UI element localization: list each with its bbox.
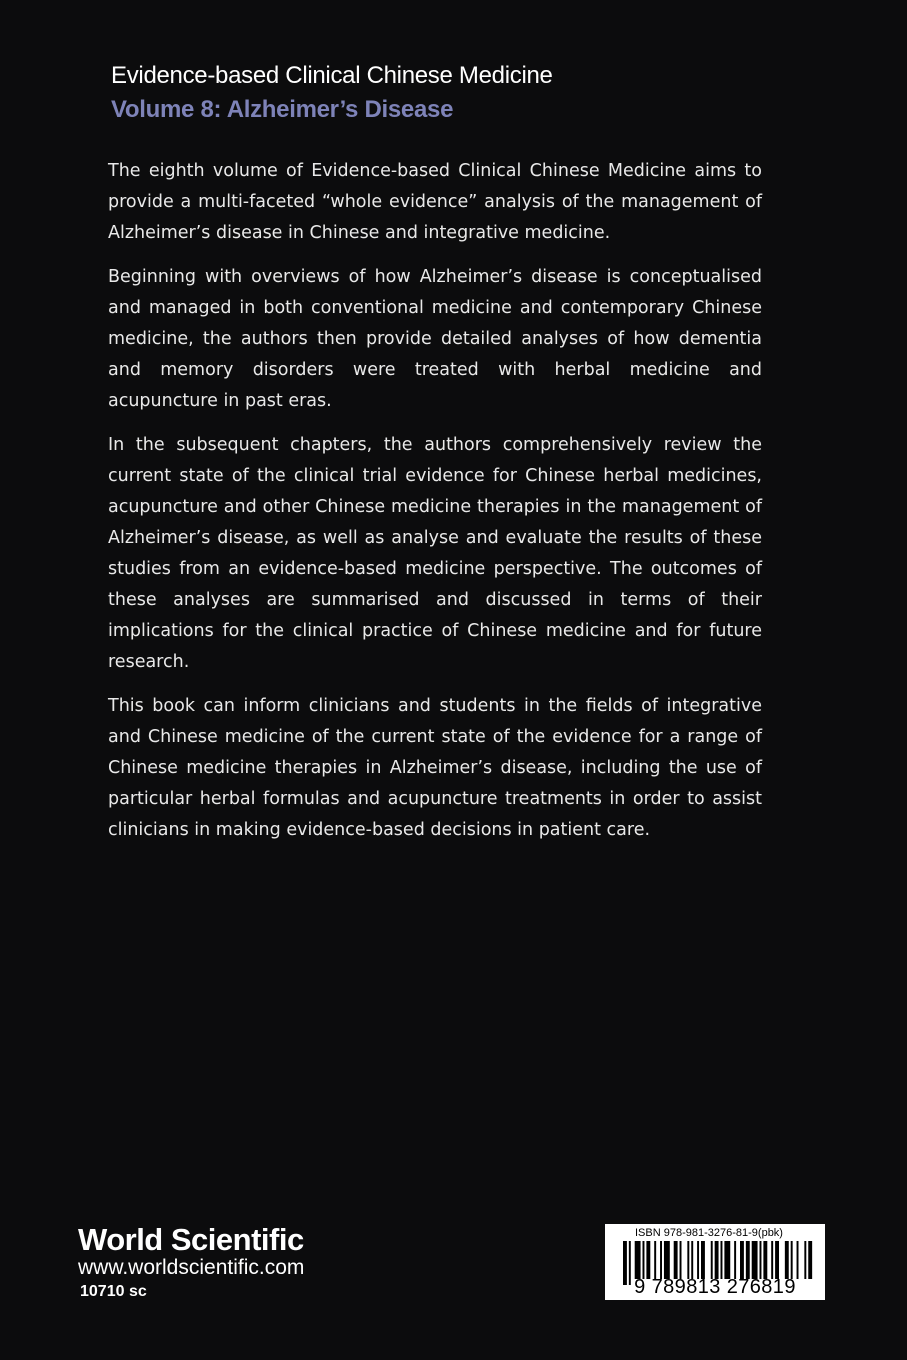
barcode-bar [746, 1241, 750, 1279]
barcode-bar [791, 1241, 793, 1279]
barcode-bar [808, 1241, 812, 1279]
barcode-bar [771, 1241, 773, 1279]
barcode-bar [715, 1241, 719, 1279]
blurb-paragraph-1: The eighth volume of Evidence-based Clinical Chinese Medicine aims to provide a multi-faceted “whole evidence” analysis of the management of Alzheimer’s disease in Chinese and integrative medicine. [108, 161, 762, 243]
barcode-bar [734, 1241, 736, 1279]
barcode-bar [691, 1241, 693, 1279]
barcode-bar [797, 1241, 799, 1279]
barcode-bar [763, 1241, 767, 1279]
isbn-barcode [605, 1224, 825, 1300]
barcode-bar [740, 1241, 744, 1279]
blurb-paragraph-4: This book can inform clinicians and students in the fields of integrative and Chinese medicine of the current state of the evidence for a range of Chinese medicine therapies in Alzheimer’s disease, including the use of particular herbal formulas and acupuncture treatments in order to assist clinicians in making evidence-based decisions in patient care. [108, 696, 762, 840]
barcode-bar [701, 1241, 705, 1279]
barcode-bar [721, 1241, 723, 1279]
catalog-code: 10710 sc [80, 1283, 147, 1300]
barcode-bar [804, 1241, 806, 1279]
blurb-paragraph-3: In the subsequent chapters, the authors comprehensively review the current state of the clinical trial evidence for Chinese herbal medicines, acupuncture and other Chinese medicine therapies in the management of Alzheimer’s disease, as well as analyse and evaluate the results of these studies from an evidence-based medicine perspective. The outcomes of these analyses are summarised and discussed in terms of their implications for the clinical practice of Chinese medicine and for future research. [108, 435, 762, 672]
barcode-bar [654, 1241, 656, 1279]
barcode-digits: 9 789813 276819 [634, 1276, 796, 1298]
barcode-bar [785, 1241, 789, 1279]
barcode-bar [711, 1241, 713, 1279]
blurb-paragraph-2: Beginning with overviews of how Alzheimer’s disease is conceptualised and managed in both conventional medicine and contemporary Chinese medicine, the authors then provide detailed analyses of how dementia and memory disorders were treated with herbal medicine and acupuncture in past eras. [108, 267, 762, 411]
barcode-bar [680, 1241, 682, 1279]
barcode-bar [687, 1241, 689, 1279]
back-cover-blurb [108, 156, 762, 859]
barcode-bar [697, 1241, 699, 1279]
barcode-bar [724, 1241, 730, 1279]
isbn-label: ISBN 978-981-3276-81-9(pbk) [635, 1227, 783, 1239]
barcode-bar [760, 1241, 762, 1279]
publisher-url: www.worldscientific.com [78, 1256, 305, 1279]
barcode-bar [752, 1241, 758, 1279]
barcode-bar [775, 1241, 779, 1279]
barcode-bar [643, 1241, 645, 1279]
barcode-bar [660, 1241, 662, 1279]
series-title: Evidence-based Clinical Chinese Medicine [111, 62, 553, 89]
barcode-bar [646, 1241, 650, 1279]
barcode-bar [635, 1241, 641, 1279]
volume-title: Volume 8: Alzheimer’s Disease [111, 96, 454, 123]
barcode-bar [664, 1241, 670, 1279]
barcode-bar [674, 1241, 678, 1279]
publisher-name: World Scientific [78, 1222, 304, 1257]
